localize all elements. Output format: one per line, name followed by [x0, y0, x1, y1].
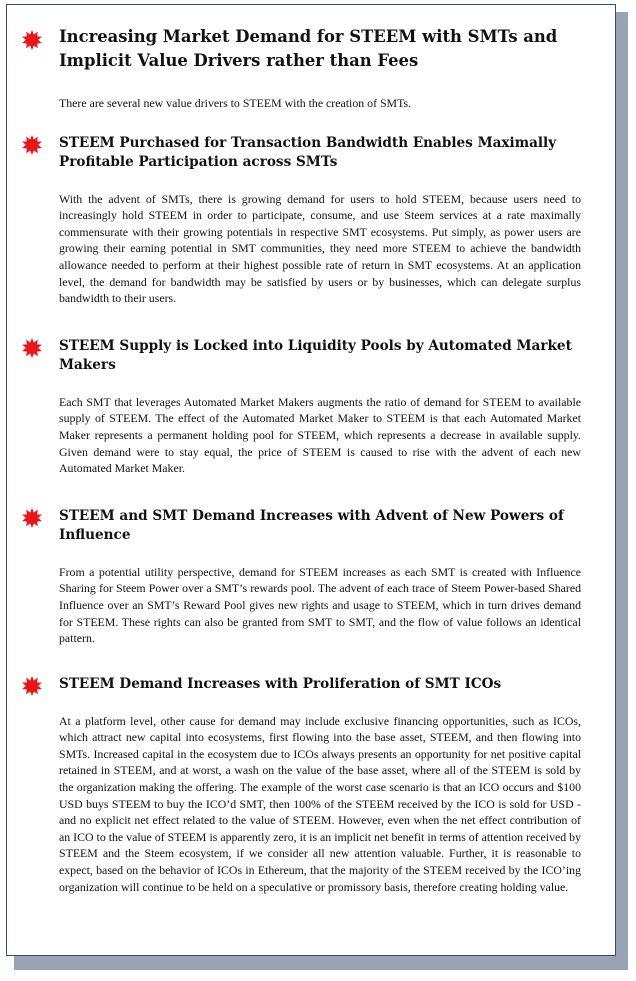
starburst-bullet-icon [21, 134, 43, 156]
section-heading: STEEM Purchased for Transaction Bandwidth Enables Maximally Profitable Participation across SMTs [59, 134, 557, 170]
section-body: There are several new value drivers to STEEM with the creation of SMTs. [59, 96, 412, 110]
document-page [6, 4, 616, 956]
section-body: At a platform level, other cause for demand may include exclusive financing opportunities, such as ICOs, which attract new capital into ecosystems, first flowing into the base asset, STEEM, and then flowing into SMTs. Increased capital in the ecosystem due to ICOs always presents an opportunity for net positive capital retained in STEEM, and at worst, a wash on the value of the base asset, where all of the STEEM is sold by the organization making the offering. The example of the worst case scenario is that an ICO occurs and $100 USD buys STEEM to buy the ICO’d SMT, then 100% of the STEEM received by the ICO is sold for USD - and no explicit net effect related to the value of STEEM. However, even when the net effect contribution of an ICO to the value of STEEM is apparently zero, it is an implicit net benefit in terms of attention received by STEEM and the Steem ecosystem, if we consider all new attention valuable. Further, it is reasonable to expect, based on the behavior of ICOs in Ethereum, that the majority of the STEEM received by the ICO’ing organization will continue to be held on a speculative or promissory basis, therefore creating holding value. [59, 713, 581, 894]
section-powers-of-influence [59, 507, 581, 647]
section-heading: STEEM Supply is Locked into Liquidity Pools by Automated Market Makers [59, 337, 572, 373]
section-liquidity-pools [59, 337, 581, 477]
starburst-bullet-icon [21, 675, 43, 697]
document-content [59, 25, 581, 895]
section-smt-icos [59, 675, 581, 896]
section-heading: Increasing Market Demand for STEEM with SMTs and Implicit Value Drivers rather than Fees [59, 27, 558, 70]
section-body: From a potential utility perspective, demand for STEEM increases as each SMT is created with Influence Sharing for Steem Power over a SMT’s rewards pool. The advent of each trace of Steem Power-based Shared Influence over an SMT’s Reward Pool gives new rights and usage to STEEM, which in turn drives demand for STEEM. These rights can also be granted from SMT to SMT, and the flow of value follows an identical pattern. [59, 564, 581, 646]
starburst-bullet-icon [21, 29, 43, 51]
section-body: With the advent of SMTs, there is growing demand for users to hold STEEM, because users need to increasingly hold STEEM in order to participate, consume, and use Steem services at a rate maximally commensurate with their growing potentials in respective SMT ecosystems. Put simply, as power users are growing their earning potential in SMT communities, they need more STEEM to achieve the bandwidth allowance needed to perform at their highest possible rate of return in SMT ecosystems. At an application level, the demand for bandwidth may be satisfied by users or by businesses, which can delegate surplus bandwidth to their users. [59, 191, 581, 306]
section-body: Each SMT that leverages Automated Market Makers augments the ratio of demand for STEEM to available supply of STEEM. The effect of the Automated Market Maker to STEEM is that each Automated Market Maker represents a permanent holding pool for STEEM, which represents a decrease in available supply. Given demand were to stay equal, the price of STEEM is caused to rise with the advent of each new Automated Market Maker. [59, 394, 581, 476]
section-heading: STEEM and SMT Demand Increases with Advent of New Powers of Influence [59, 507, 564, 543]
section-heading: STEEM Demand Increases with Proliferation of SMT ICOs [59, 675, 502, 692]
starburst-bullet-icon [21, 507, 43, 529]
section-market-demand [59, 25, 581, 112]
starburst-bullet-icon [21, 337, 43, 359]
section-transaction-bandwidth [59, 134, 581, 307]
